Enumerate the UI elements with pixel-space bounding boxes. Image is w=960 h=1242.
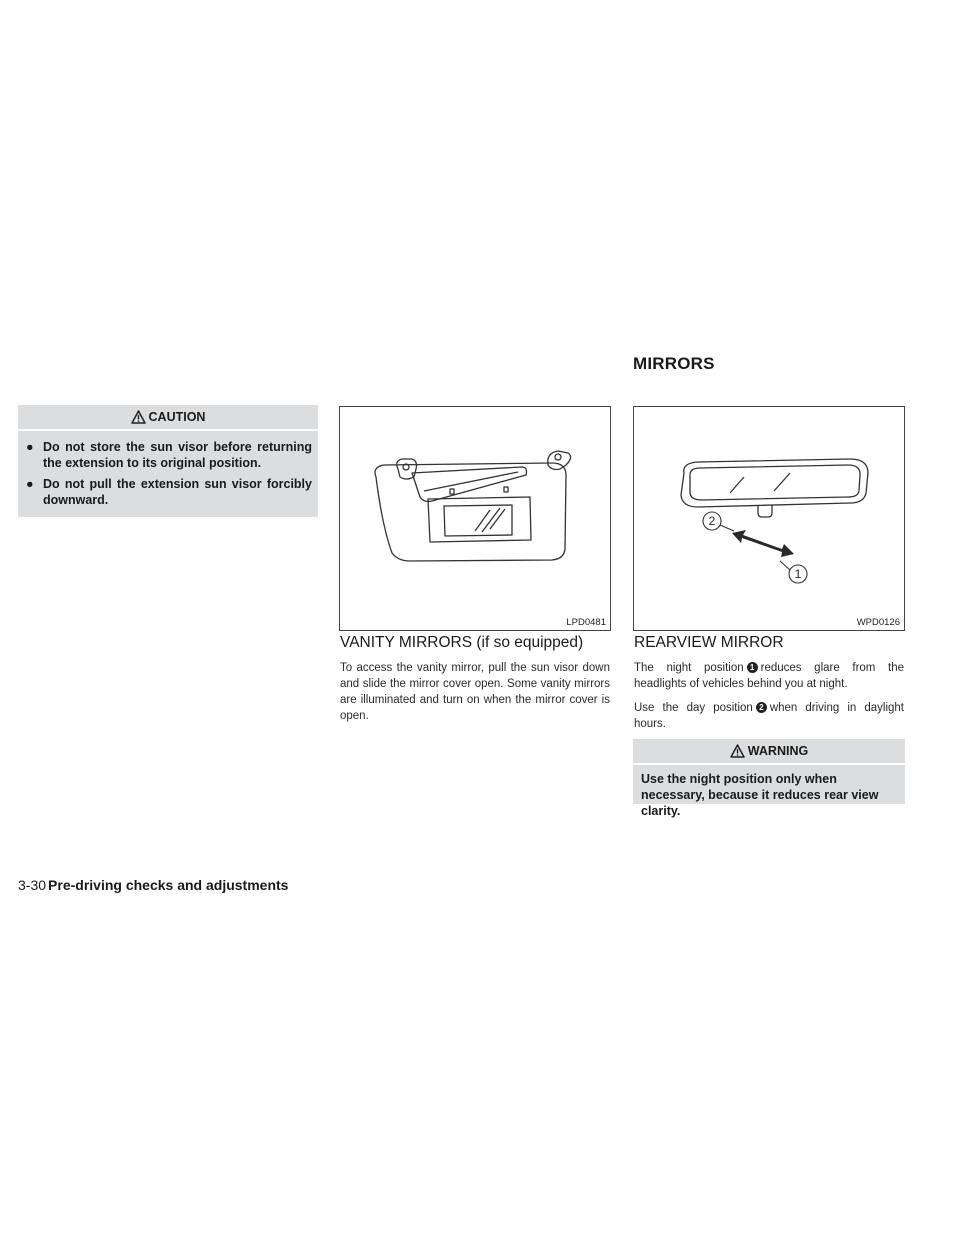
caution-heading-text: CAUTION xyxy=(148,410,206,424)
page-footer xyxy=(18,877,288,893)
day-text-end: when driving in daylight hours. xyxy=(634,702,904,730)
bullet-icon: ● xyxy=(26,440,34,454)
rearview-mirror-heading: REARVIEW MIRROR xyxy=(634,634,784,651)
vanity-mirrors-text: To access the vanity mirror, pull the sun visor down and slide the mirror cover open. Some vanity mirrors are illuminated and turn on when the mirror cover is open. xyxy=(340,662,610,722)
warning-heading-text: WARNING xyxy=(747,744,809,758)
warning-text: Use the night position only when necessary, because it reduces rear view clarity. xyxy=(641,772,879,818)
day-position-text xyxy=(634,700,904,732)
callout-2: 2 xyxy=(708,514,716,528)
caution-item-text: Do not pull the extension sun visor forcibly downward. xyxy=(43,477,312,507)
caution-item-text: Do not store the sun visor before returning the extension to its original position. xyxy=(43,440,312,470)
night-text-start: The night position xyxy=(634,662,744,674)
figure-code: WPD0126 xyxy=(856,617,900,628)
rearview-mirror-figure xyxy=(633,406,905,631)
bullet-icon: ● xyxy=(26,477,34,491)
sun-visor-figure xyxy=(339,406,611,631)
caution-list xyxy=(18,431,318,508)
caution-heading xyxy=(18,405,318,431)
circled-number-1-icon: 1 xyxy=(747,662,758,673)
day-text-start: Use the day position xyxy=(634,702,753,714)
warning-triangle-icon xyxy=(131,410,146,424)
callout-1: 1 xyxy=(794,567,802,581)
section-title: MIRRORS xyxy=(633,354,715,373)
vanity-mirrors-heading: VANITY MIRRORS (if so equipped) xyxy=(340,634,584,651)
chapter-title: Pre-driving checks and adjustments xyxy=(48,877,289,893)
page-number: 3-30 xyxy=(18,877,47,893)
circled-number-2-icon: 2 xyxy=(756,702,767,713)
caution-item xyxy=(26,439,312,471)
warning-heading xyxy=(633,739,905,765)
caution-box xyxy=(18,405,318,517)
caution-item xyxy=(26,476,312,508)
warning-box xyxy=(633,739,905,818)
sun-visor-illustration xyxy=(340,407,610,630)
figure-code: LPD0481 xyxy=(566,617,606,628)
warning-triangle-icon xyxy=(730,744,745,758)
rearview-mirror-illustration xyxy=(634,407,904,630)
night-text-end: reduces glare from the headlights of vehicles behind you at night. xyxy=(634,662,904,690)
night-position-text xyxy=(634,660,904,692)
